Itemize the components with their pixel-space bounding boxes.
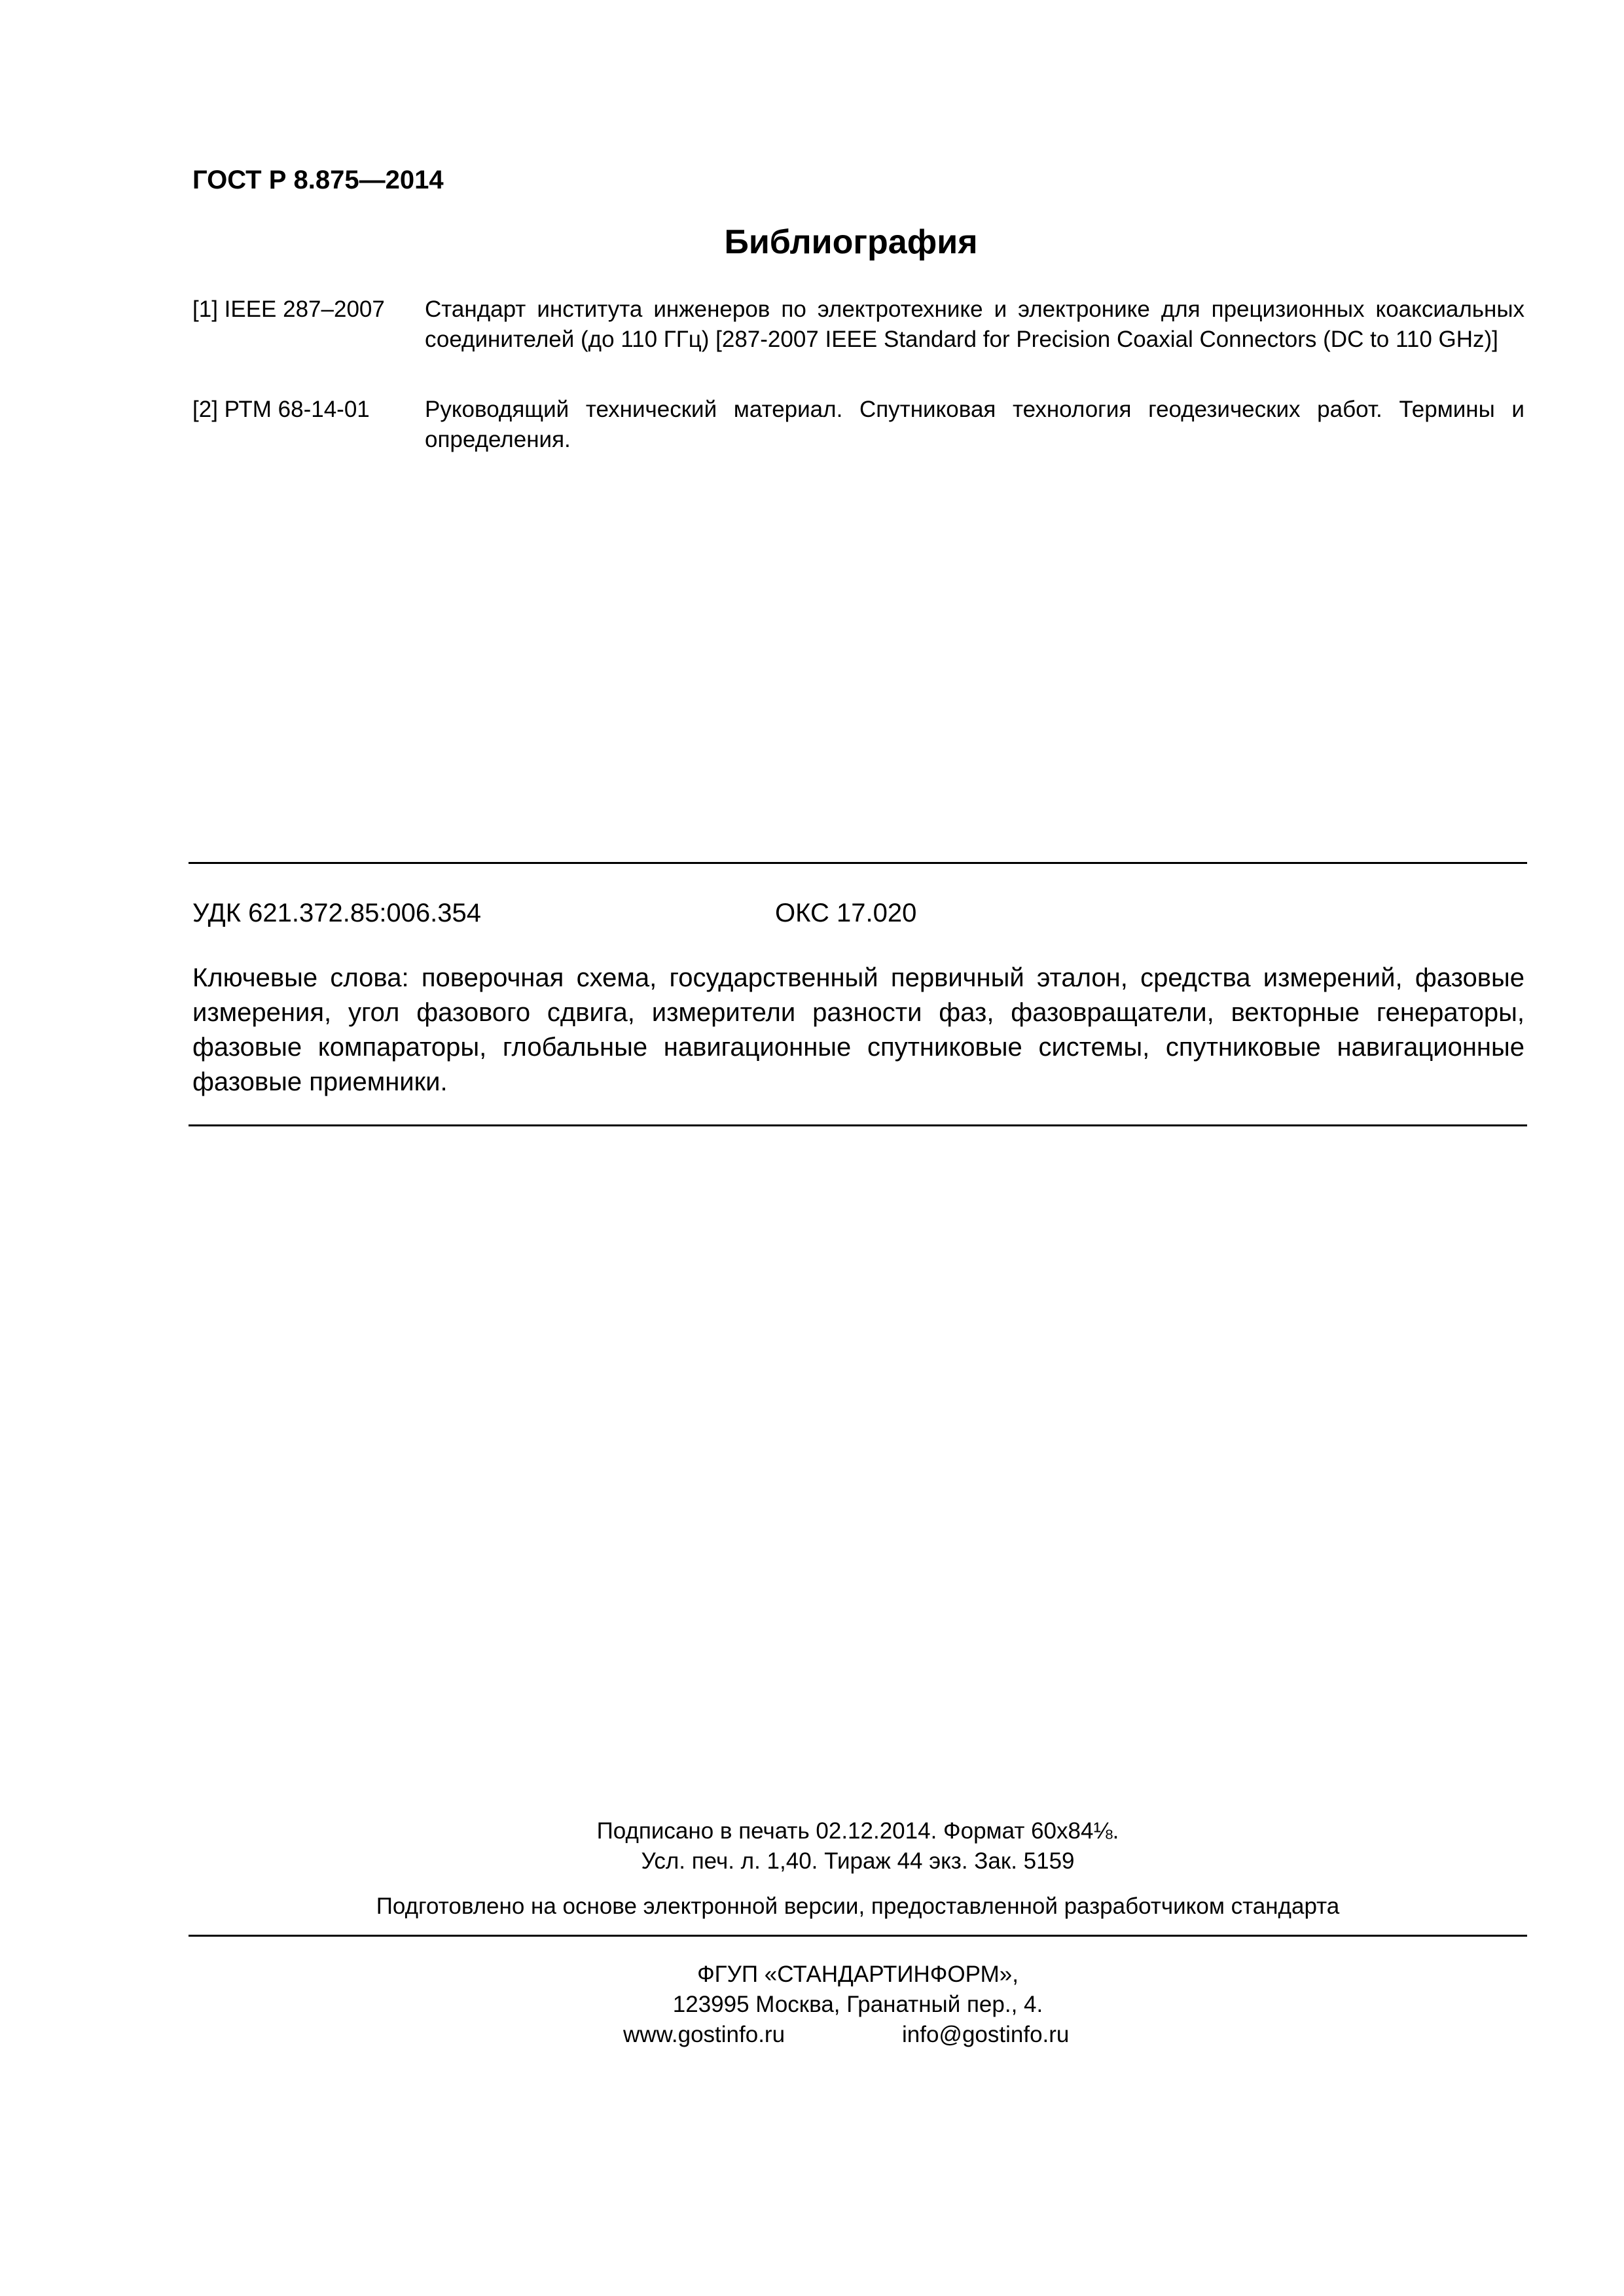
- imprint-print-info: Усл. печ. л. 1,40. Тираж 44 экз. Зак. 5159: [641, 1848, 1075, 1874]
- website-link[interactable]: www.gostinfo.ru: [623, 2022, 785, 2047]
- oks-code: ОКС 17.020: [775, 899, 917, 927]
- bibliography-entry-text: Стандарт института инженеров по электротехнике и электронике для прецизионных коаксиальных соединителей (до 110 ГГц) [287-2007 IEEE Standard for Precision Coaxial Connectors (DC to 110 GHz)]: [425, 296, 1525, 352]
- divider-bottom: [189, 1935, 1527, 1937]
- publisher-name: ФГУП «СТАНДАРТИНФОРМ»,: [697, 1962, 1019, 1987]
- bibliography-entry: [192, 295, 1525, 355]
- divider-top: [189, 862, 1527, 864]
- publisher-address: 123995 Москва, Гранатный пер., 4.: [672, 1992, 1043, 2017]
- document-code: ГОСТ Р 8.875—2014: [192, 166, 444, 194]
- bibliography-entry: [192, 395, 1525, 455]
- bibliography-entry-code: [2] РТМ 68-14-01: [192, 397, 370, 422]
- imprint-prepared-note: Подготовлено на основе электронной версии, предоставленной разработчиком стандарта: [376, 1893, 1340, 1919]
- imprint-signed: Подписано в печать 02.12.2014. Формат 60x84⅛.: [596, 1818, 1119, 1844]
- keywords-paragraph: Ключевые слова: поверочная схема, государственный первичный эталон, средства измерений, фазовые измерения, угол фазового сдвига, измерители разности фаз, фазовращатели, векторные генераторы, фазовые компараторы, глобальные навигационные спутниковые системы, спутниковые навигационные фазовые приемники.: [192, 963, 1525, 1096]
- bibliography-entry-code: [1] IEEE 287–2007: [192, 296, 385, 322]
- email-link[interactable]: info@gostinfo.ru: [902, 2022, 1070, 2047]
- bibliography-title: Библиография: [724, 223, 978, 261]
- udk-code: УДК 621.372.85:006.354: [192, 899, 482, 927]
- bibliography-entry-text: Руководящий технический материал. Спутниковая технология геодезических работ. Термины и определения.: [425, 397, 1525, 452]
- divider-middle: [189, 1124, 1527, 1126]
